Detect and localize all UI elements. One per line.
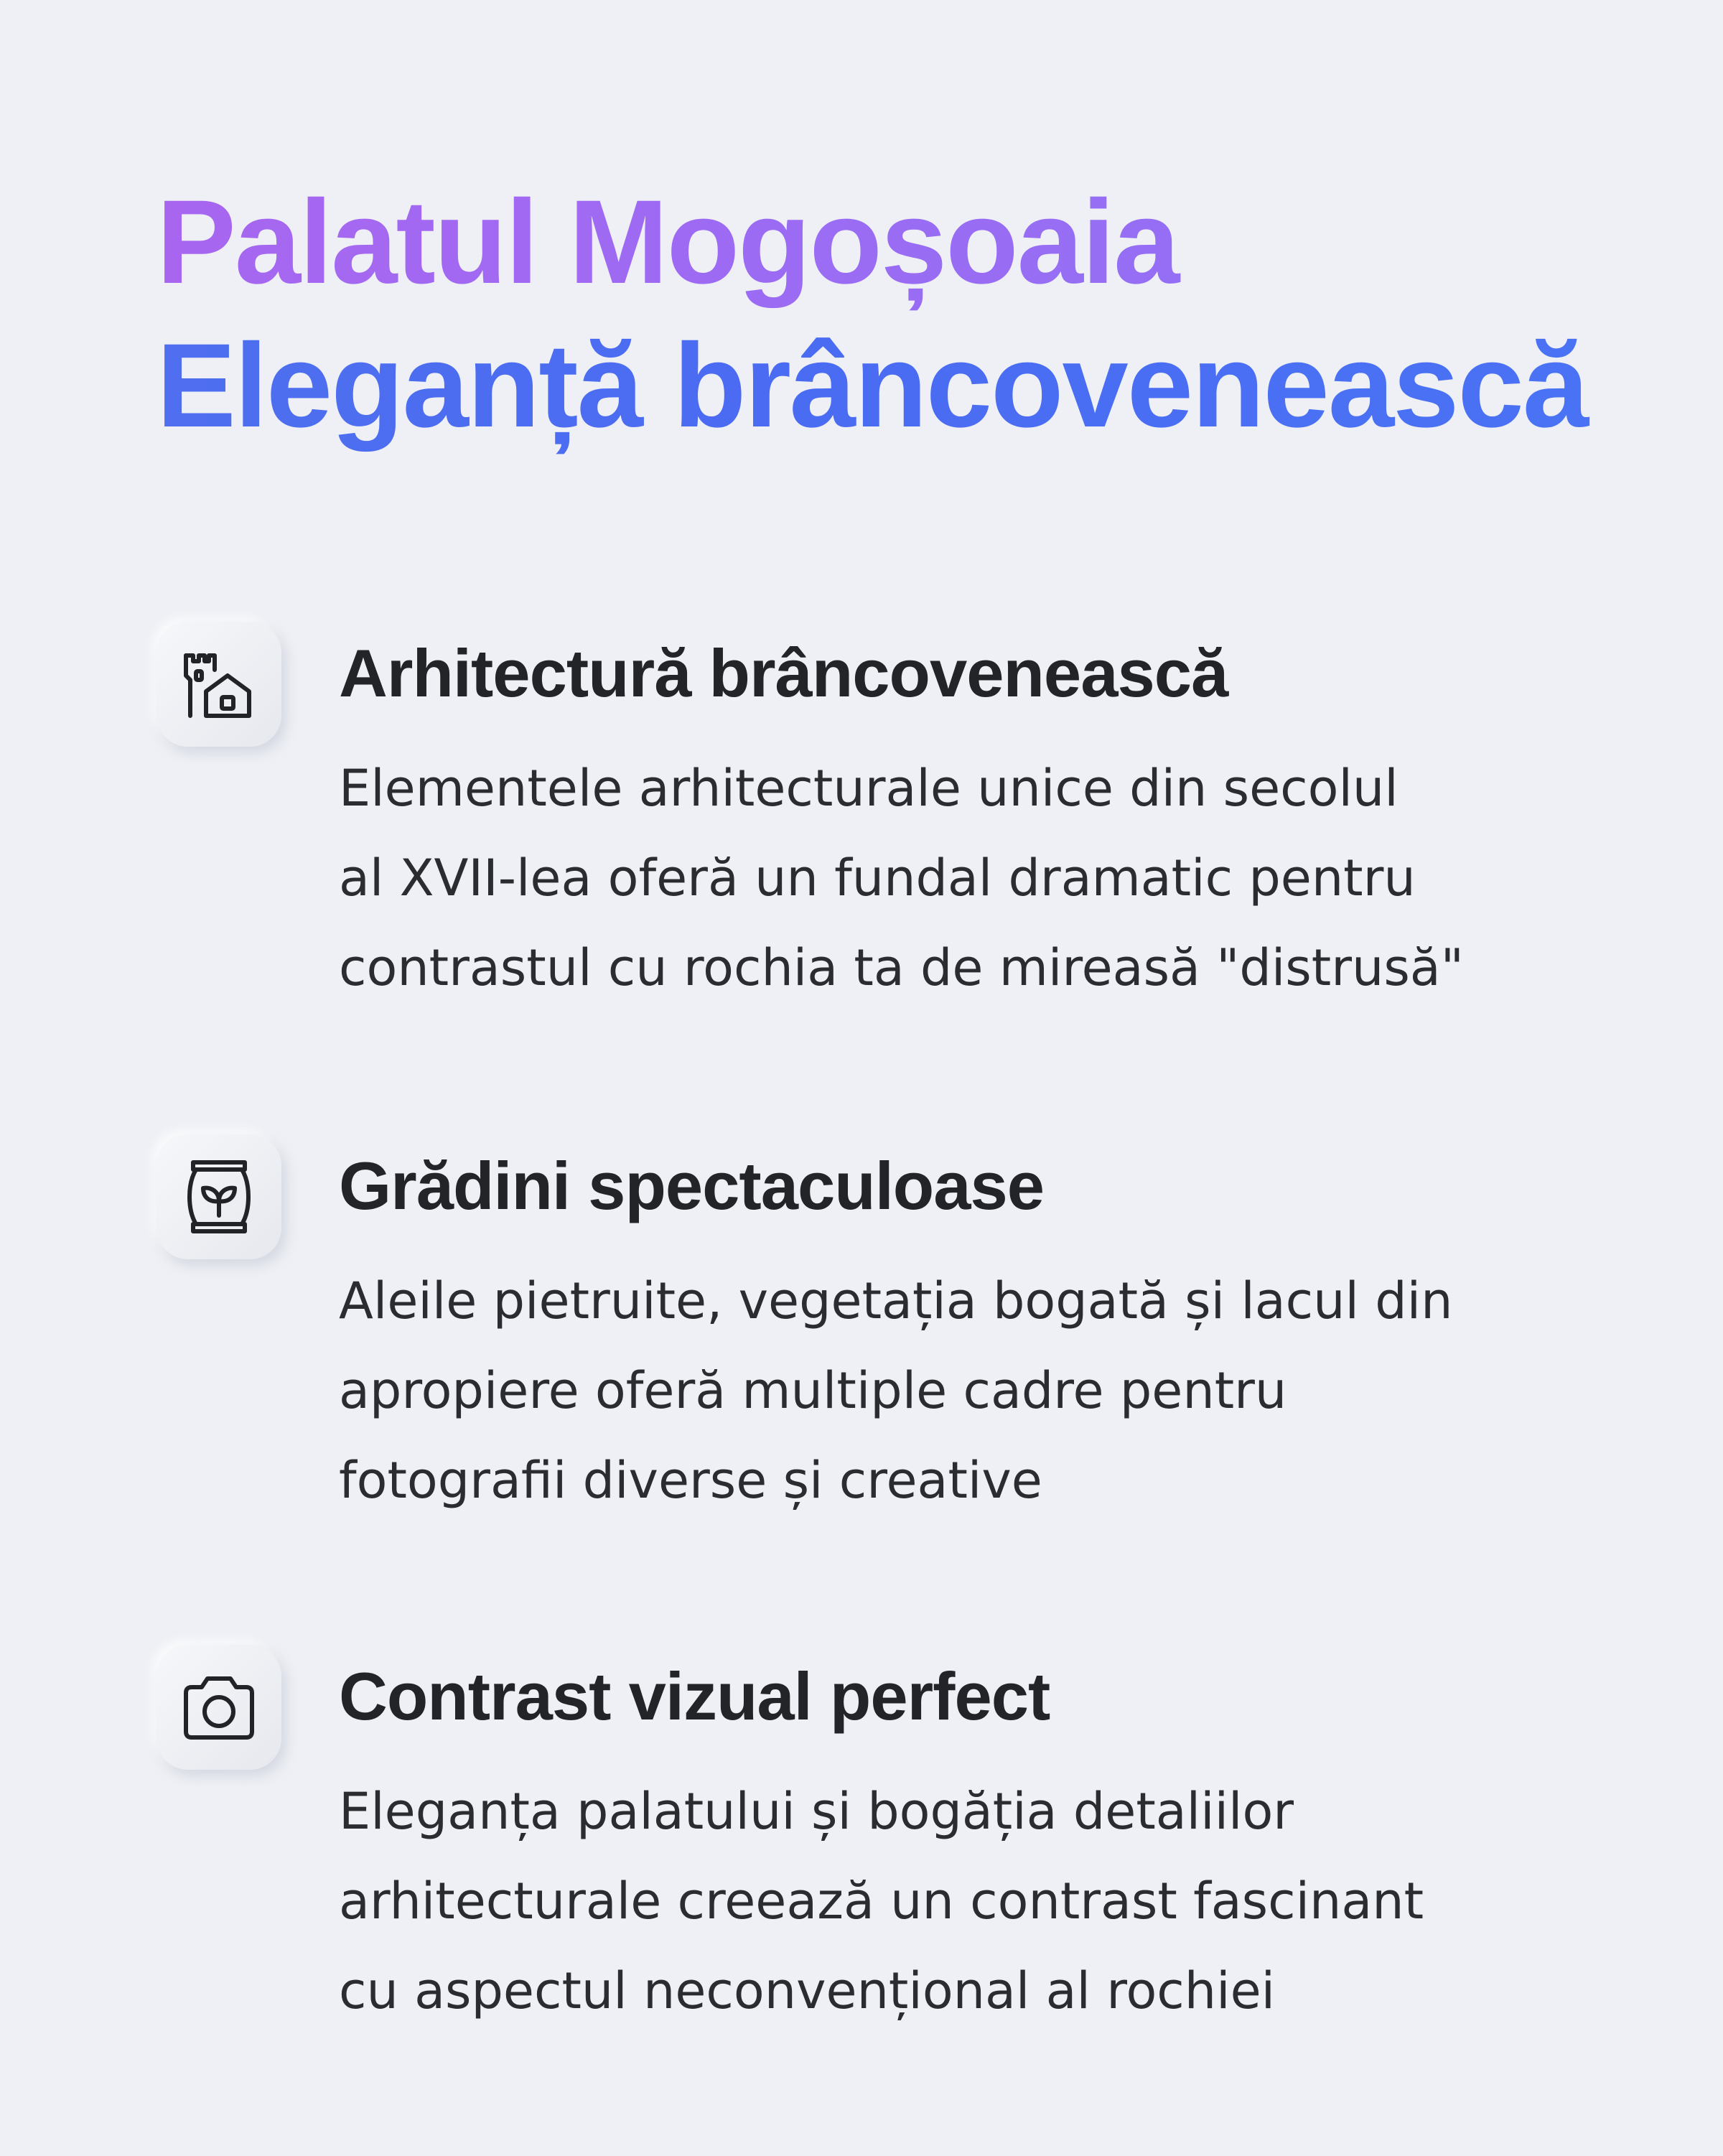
description-line: apropiere oferă multiple cadre pentru — [339, 1361, 1287, 1420]
feature-icon-box — [157, 1645, 281, 1770]
description-line: fotografii diverse și creative — [339, 1451, 1042, 1510]
feature-title: Contrast vizual perfect — [339, 1658, 1050, 1734]
castle-house-icon — [176, 641, 262, 727]
description-line: al XVII-lea oferă un fundal dramatic pentru — [339, 849, 1416, 907]
feature-gardens — [157, 1134, 1592, 1536]
description-line: arhitecturale creează un contrast fascinant — [339, 1872, 1424, 1931]
description-line: Eleganța palatului și bogăția detaliilor — [339, 1782, 1294, 1841]
description-line: Aleile pietruite, vegetația bogată și lacul din — [339, 1271, 1453, 1330]
description-line: cu aspectul neconvențional al rochiei — [339, 1961, 1276, 2020]
feature-contrast — [157, 1645, 1592, 2047]
feature-icon-box — [157, 622, 281, 747]
feature-title: Arhitectură brâncovenească — [339, 635, 1228, 711]
feature-title: Grădini spectaculoase — [339, 1148, 1045, 1223]
page-subtitle: Eleganță brâncovenească — [157, 314, 1592, 458]
feature-description — [339, 1767, 1602, 2036]
page-header — [157, 171, 1592, 458]
page-title: Palatul Mogoșoaia — [157, 171, 1592, 314]
camera-icon — [176, 1664, 262, 1750]
description-line: contrastul cu rochia ta de mireasă "distrusă" — [339, 938, 1464, 997]
description-line: Elementele arhitecturale unice din secolul — [339, 759, 1399, 818]
plant-seed-bag-icon — [176, 1154, 262, 1240]
feature-description — [339, 744, 1602, 1013]
feature-architecture — [157, 622, 1592, 1024]
feature-description — [339, 1256, 1602, 1526]
feature-icon-box — [157, 1134, 281, 1259]
